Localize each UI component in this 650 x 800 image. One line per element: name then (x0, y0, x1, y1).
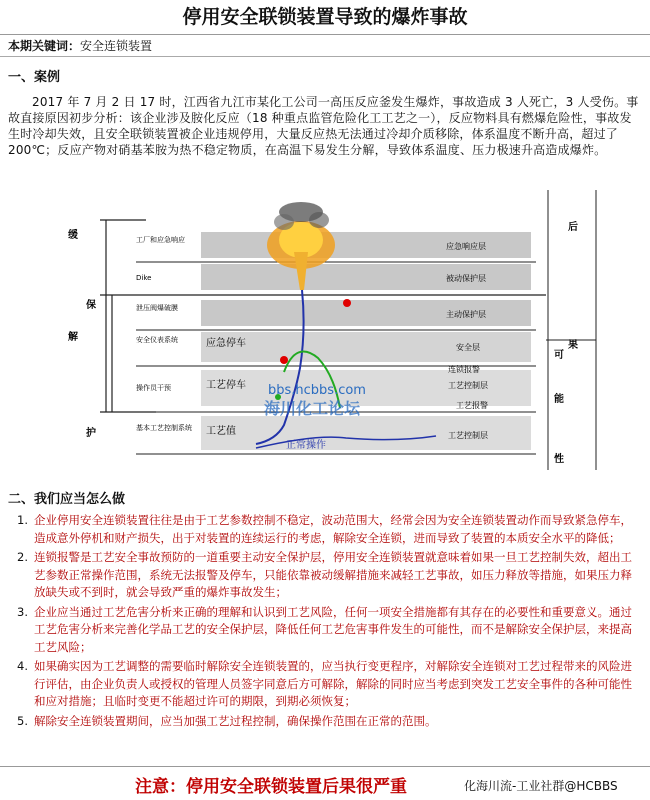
right-vertical-may: 可 (554, 350, 564, 361)
label-process-value: 工艺值 (206, 426, 236, 437)
label-sis: 安全仪表系统 (136, 336, 178, 344)
label-emergency-stop: 应急停车 (206, 338, 246, 349)
section2-heading: 二、我们应当怎么做 (8, 492, 126, 507)
right-vertical-result: 果 (568, 340, 578, 351)
keywords-label: 本期关键词： (8, 39, 81, 53)
list-item: 3. 企业应当通过工艺危害分析来正确的理解和认识到工艺风险，任何一项安全措施都有其存在的必要性和重要意义。通过工艺危害分析来完善化学品工艺的安全保护层，降低任何工艺危害事件发生的可能性，而不是解除安全保护层，来提高工艺风险； (17, 604, 632, 654)
right-vertical-able: 能 (554, 394, 564, 405)
safety-layers-diagram (56, 190, 616, 478)
left-vertical-3: 解 (68, 332, 78, 343)
layer-passive: 被动保护层 (446, 274, 486, 283)
label-bpcs: 基本工艺控制系统 (136, 424, 192, 432)
left-vertical-1: 缓 (68, 230, 78, 241)
right-vertical-nature: 性 (554, 454, 564, 465)
trip-dot (280, 356, 288, 364)
left-vertical-2: 保 (86, 300, 96, 311)
watermark-name: 海川化工论坛 (264, 399, 361, 418)
divider (0, 56, 650, 57)
notice-text: 注意：停用安全联锁装置后果很严重 (135, 777, 407, 797)
label-plant-emergency: 工厂和应急响应 (136, 236, 185, 244)
band-safety (201, 332, 531, 362)
label-relief: 泄压阀爆破膜 (136, 304, 178, 312)
layer-safety: 安全层 (456, 343, 480, 352)
list-item: 2. 连锁报警是工艺安全事故预防的一道重要主动安全保护层，停用安全连锁装置就意味着如果一旦工艺控制失效，超出工艺参数正常操作范围，系统无法报警及停车，只能依靠被动缓解措施来减轻工艺事故，如压力释放等措施，如果压力释放缺失或不到时，就会导致严重的爆炸事故发生； (17, 550, 632, 599)
label-dike: Dike (136, 274, 152, 282)
action-list (8, 512, 642, 732)
case-paragraph: 2017 年 7 月 2 日 17 时，江西省九江市某化工公司一高压反应釜发生爆炸，事故造成 3 人死亡，3 人受伤。事故直接原因初步分析：该企业涉及胺化反应（18 种重点监管危险化工工艺之一），反应物料具有燃爆危险性，事故发生时冷却失效，且安全联锁装置被企业违规停用，大量反应热无法通过冷却介质移除，体系温度不断升高，超过了 200℃；反应产物对硝基苯胺为热不稳定物质，在高温下易发生分解，导致体系温度、压力极速升高造成爆炸。 (8, 95, 639, 157)
layer-active: 主动保护层 (446, 310, 486, 319)
note-process-alarm: 工艺报警 (456, 401, 488, 410)
divider (0, 766, 650, 767)
note-interlock: 连锁报警 (448, 365, 480, 374)
page-title: 停用安全联锁装置导致的爆炸事故 (0, 0, 650, 35)
layer-process-2: 工艺控制层 (448, 431, 488, 440)
layer-process-1: 工艺控制层 (448, 381, 488, 390)
alarm-dot (343, 299, 351, 307)
keywords-line (8, 37, 152, 54)
label-operator: 操作员干预 (136, 384, 171, 392)
label-normal-operation: 正常操作 (286, 440, 326, 451)
right-vertical-after: 后 (568, 222, 578, 233)
layer-emergency: 应急响应层 (446, 242, 486, 251)
left-vertical-4: 护 (86, 428, 96, 439)
list-item: 1. 企业停用安全连锁装置往往是由于工艺参数控制不稳定，波动范围大，经常会因为安全连锁装置动作而导致紧急停车，造成意外停机和财产损失，出于对装置的连续运行的考虑，解除安全连锁，进而导致了装置的本质安全水平的降低； (17, 513, 632, 545)
list-item: 4. 如果确实因为工艺调整的需要临时解除安全连锁装置的，应当执行变更程序，对解除安全连锁对工艺过程带来的风险进行评估，由企业负责人或授权的管理人员签字同意后方可解除，解除的同时应当考虑到突发工艺安全事件的各种可能性和应对措施；且临时变更不能超过许可的期限，到期必须恢复； (17, 659, 632, 708)
list-item: 5. 解除安全连锁装置期间，应当加强工艺过程控制，确保操作范围在正常的范围。 (17, 713, 437, 728)
label-process-stop: 工艺停车 (206, 380, 246, 391)
footer-watermark: 化海川流-工业社群@HCBBS (460, 776, 622, 795)
keywords-value: 安全连锁装置 (80, 39, 153, 53)
watermark-url: bbs.hcbbs.com (268, 383, 366, 398)
layer-bands (201, 232, 531, 450)
section1-heading: 一、案例 (8, 70, 61, 85)
